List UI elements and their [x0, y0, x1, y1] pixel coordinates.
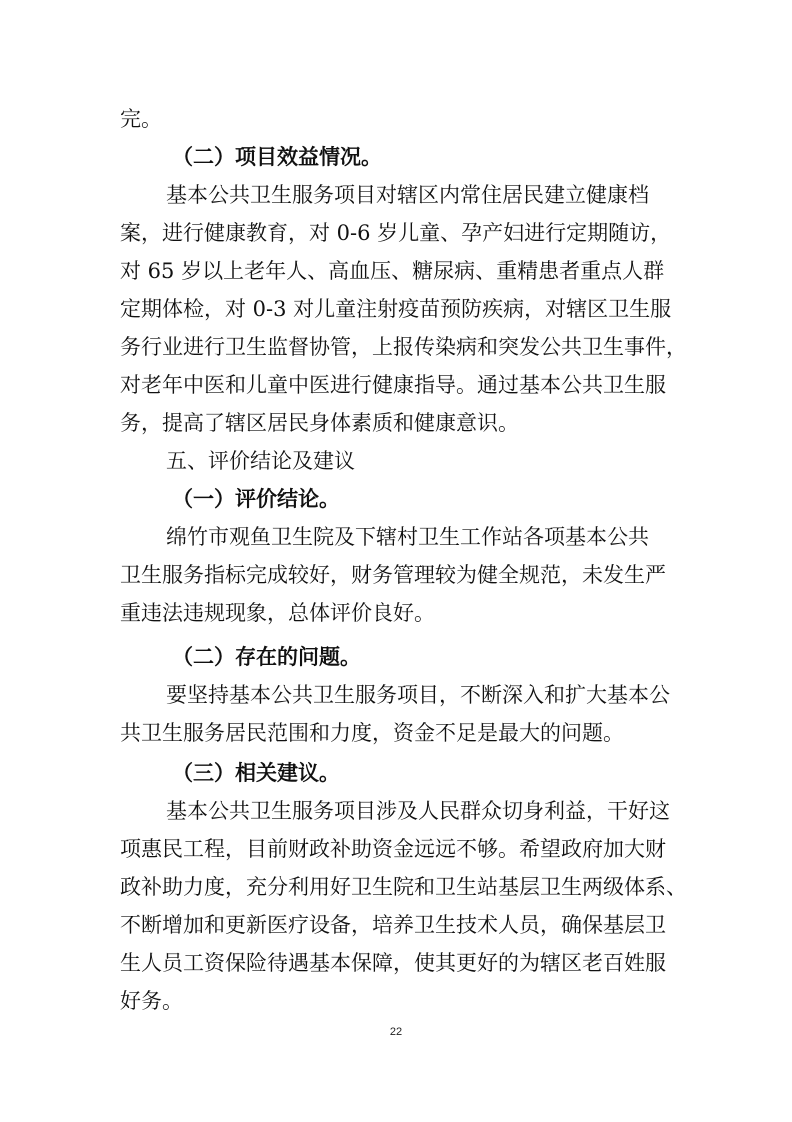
paragraph-first-line: 要坚持基本公共卫生服务项目，不断深入和扩大基本公 [166, 683, 670, 707]
text-line: 定期体检，对 0-3 对儿童注射疫苗预防疾病，对辖区卫生服 [120, 297, 672, 321]
section-heading: （三）相关建议。 [172, 760, 340, 785]
text-line: 对老年中医和儿童中医进行健康指导。通过基本公共卫生服 [120, 373, 666, 397]
paragraph-first-line: 绵竹市观鱼卫生院及下辖村卫生工作站各项基本公共 [166, 525, 649, 549]
text-line: 对 65 岁以上老年人、高血压、糖尿病、重精患者重点人群 [120, 259, 665, 283]
text-line: 项惠民工程，目前财政补助资金远远不够。希望政府加大财 [120, 837, 666, 861]
text-line: 务行业进行卫生监督协管，上报传染病和突发公共卫生事件， [120, 335, 687, 359]
section-heading: （一）评价结论。 [172, 486, 340, 511]
text-line: 重违法违规现象，总体评价良好。 [120, 601, 435, 625]
text-line: 卫生服务指标完成较好，财务管理较为健全规范，未发生严 [120, 563, 666, 587]
text-line: 好务。 [120, 989, 183, 1013]
section-heading: （二）项目效益情况。 [172, 144, 382, 169]
text-line: 政补助力度，充分利用好卫生院和卫生站基层卫生两级体系、 [120, 875, 687, 899]
text-line: 案，进行健康教育，对 0-6 岁儿童、孕产妇进行定期随访， [120, 221, 672, 245]
paragraph-first-line: 基本公共卫生服务项目涉及人民群众切身利益，干好这 [166, 799, 670, 823]
text-line: 不断增加和更新医疗设备，培养卫生技术人员，确保基层卫 [120, 913, 666, 937]
text-line: 务，提高了辖区居民身体素质和健康意识。 [120, 411, 519, 435]
text-line: 生人员工资保险待遇基本保障，使其更好的为辖区老百姓服 [120, 951, 666, 975]
page-number: 22 [389, 1026, 403, 1038]
chapter-heading: 五、评价结论及建议 [166, 449, 355, 473]
section-heading: （二）存在的问题。 [172, 644, 361, 669]
text-line: 完。 [120, 107, 162, 131]
text-line: 共卫生服务居民范围和力度，资金不足是最大的问题。 [120, 721, 624, 745]
paragraph-first-line: 基本公共卫生服务项目对辖区内常住居民建立健康档 [166, 183, 649, 207]
